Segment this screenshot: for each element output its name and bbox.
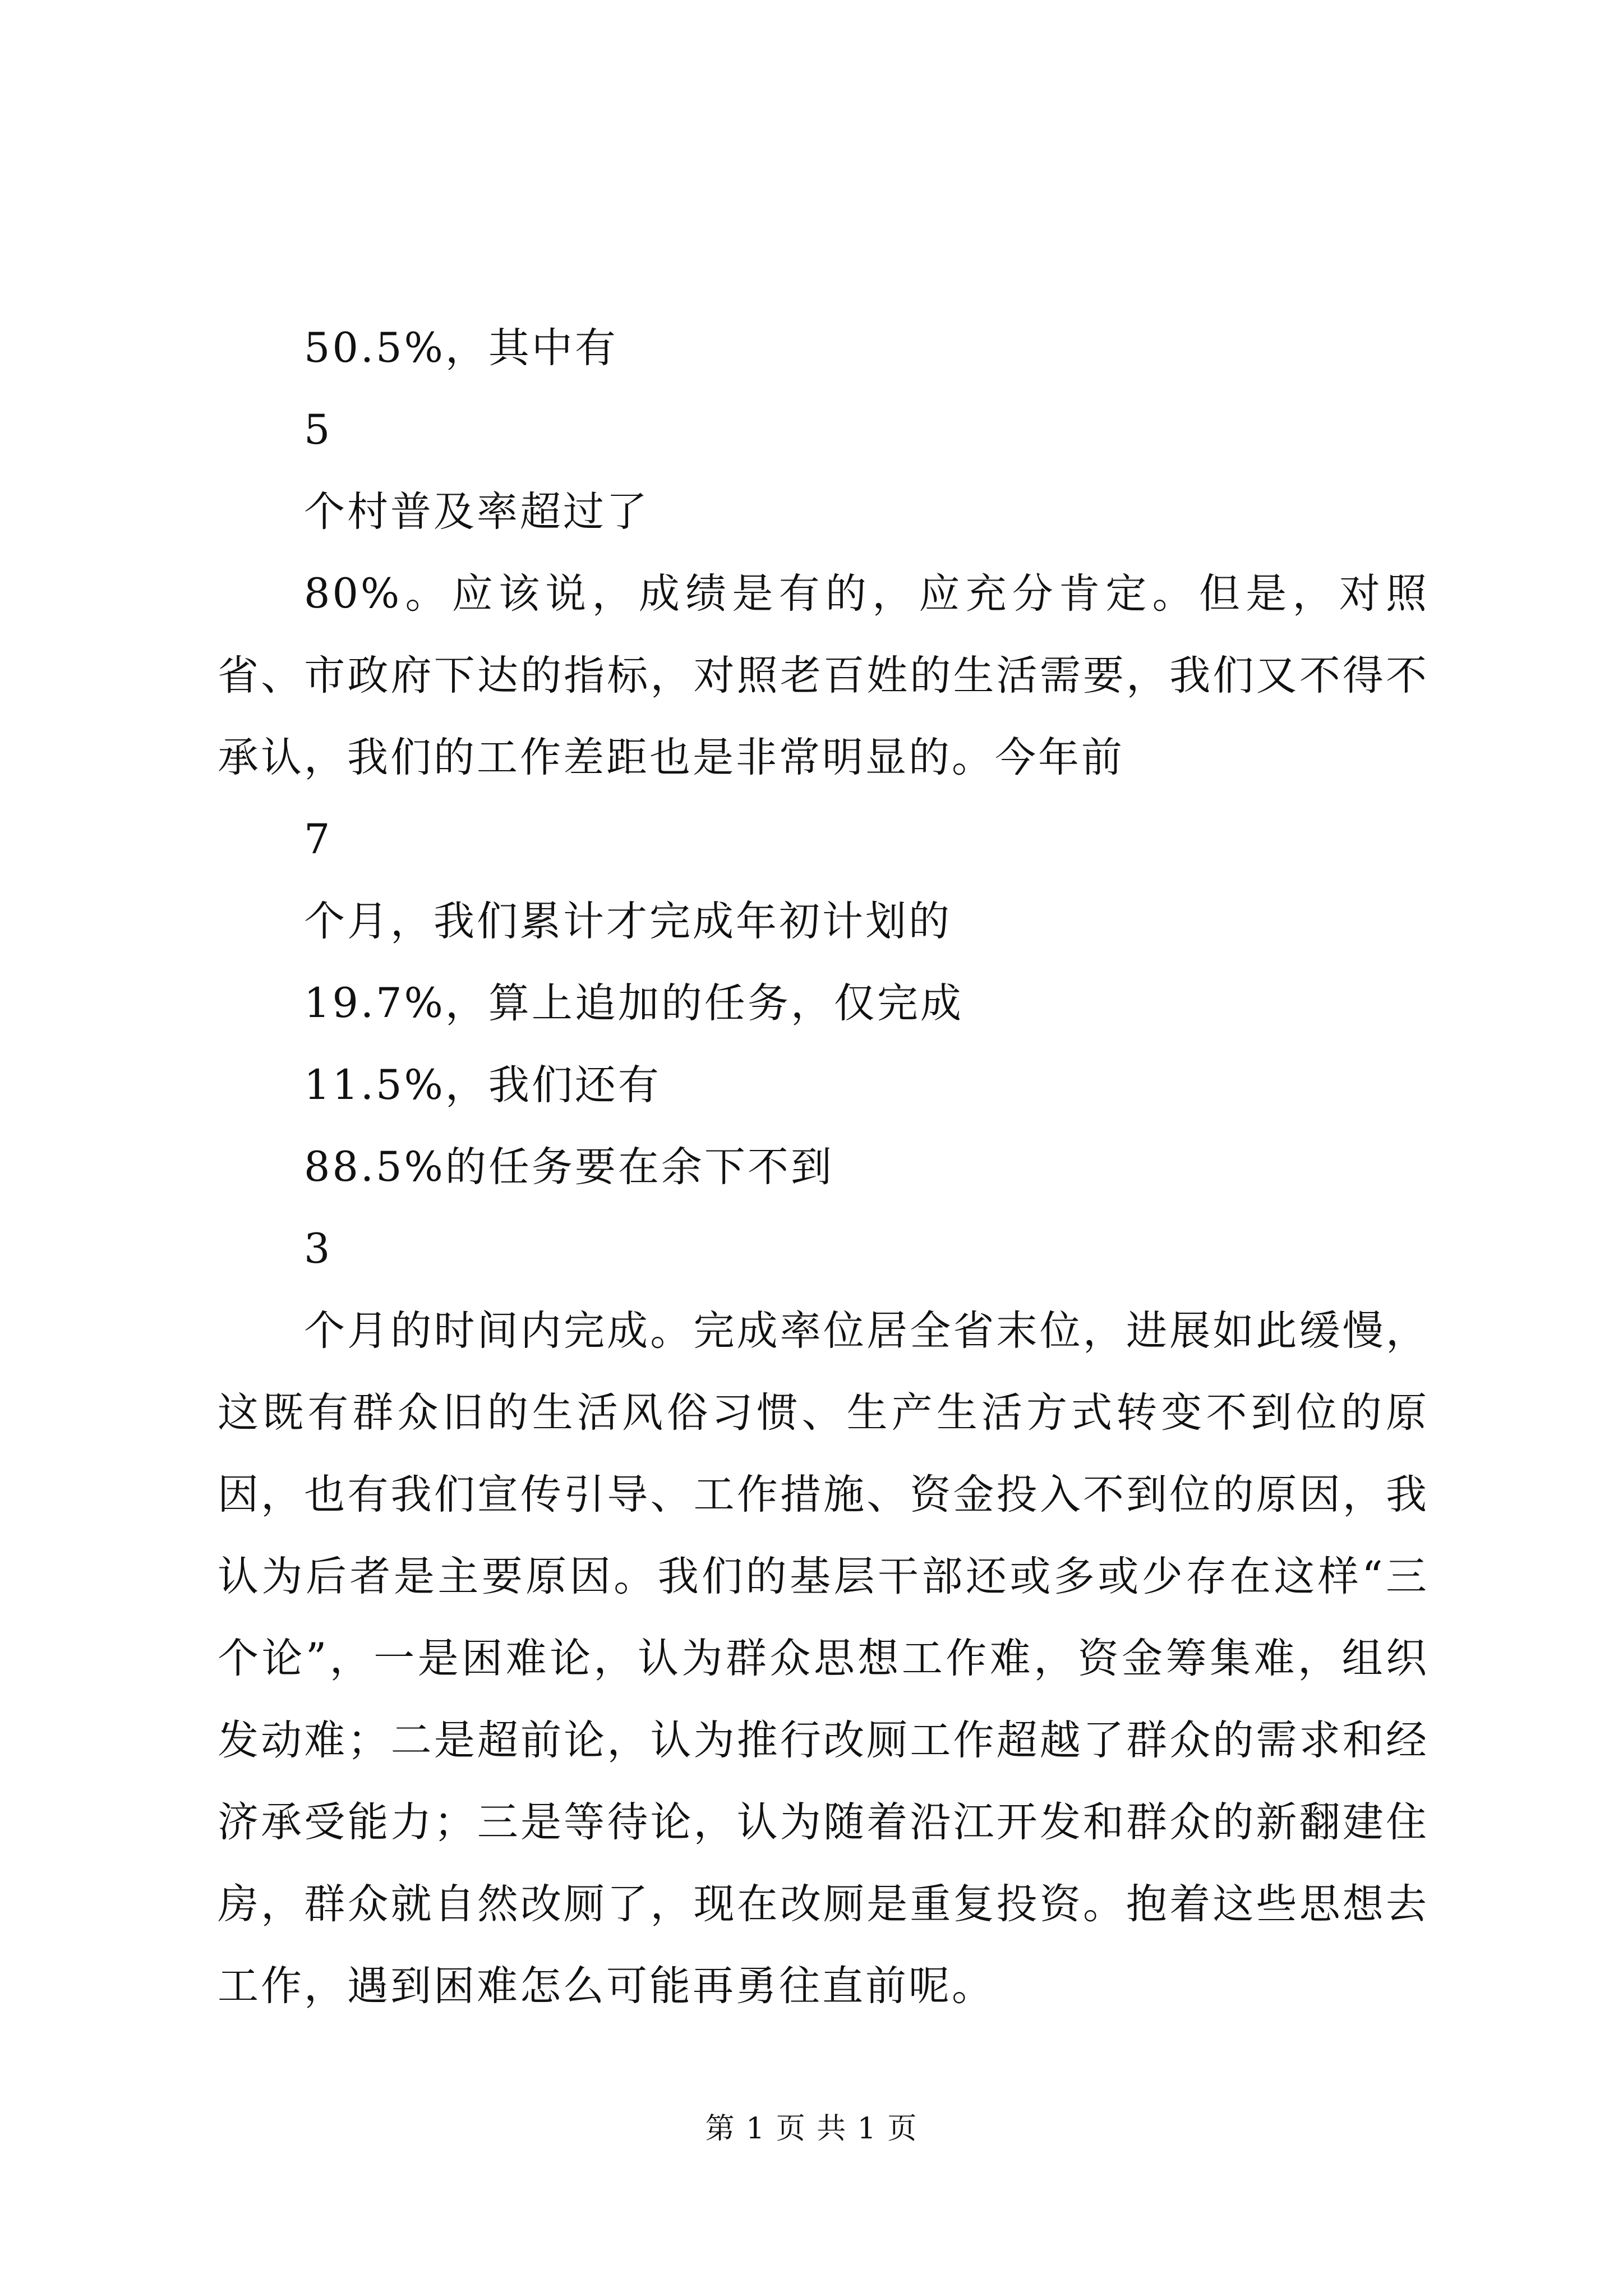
paragraph-2: 5 — [304, 406, 333, 454]
paragraph-11: 个月的时间内完成。完成率位居全省末位，进展如此缓慢，这既有群众旧的生活风俗习惯、生产生活方式转变不到位的原因，也有我们宣传引导、工作措施、资金投入不到位的原因，我认为后者是主要原因。我们的基层干部还或多或少存在这样“三个论”，一是困难论，认为群众思想工作难，资金筹集难，组织发动难；二是超前论，认为推行改厕工作超越了群众的需求和经济承受能力；三是等待论，认为随着沿江开发和群众的新翻建住房，群众就自然改厕了，现在改厕是重复投资。抱着这些思想去工作，遇到困难怎么可能再勇往直前呢。 — [218, 1307, 1429, 2010]
paragraph-6: 个月，我们累计才完成年初计划的 — [304, 898, 952, 945]
paragraph-4: 80%。应该说，成绩是有的，应充分肯定。但是，对照省、市政府下达的指标，对照老百姓的生活需要，我们又不得不承认，我们的工作差距也是非常明显的。今年前 — [218, 570, 1429, 781]
paragraph-5: 7 — [304, 816, 333, 863]
paragraph-1: 50.5%，其中有 — [304, 324, 618, 372]
paragraph-3: 个村普及率超过了 — [304, 488, 649, 536]
page-footer — [0, 2112, 1623, 2146]
paragraph-8: 11.5%，我们还有 — [304, 1061, 661, 1109]
paragraph-9: 88.5%的任务要在余下不到 — [304, 1143, 834, 1191]
paragraph-10: 3 — [304, 1225, 333, 1273]
document-body — [218, 307, 1429, 2027]
page-number-label: 第 1 页 共 1 页 — [705, 2112, 918, 2146]
paragraph-7: 19.7%，算上追加的任务，仅完成 — [304, 979, 963, 1027]
